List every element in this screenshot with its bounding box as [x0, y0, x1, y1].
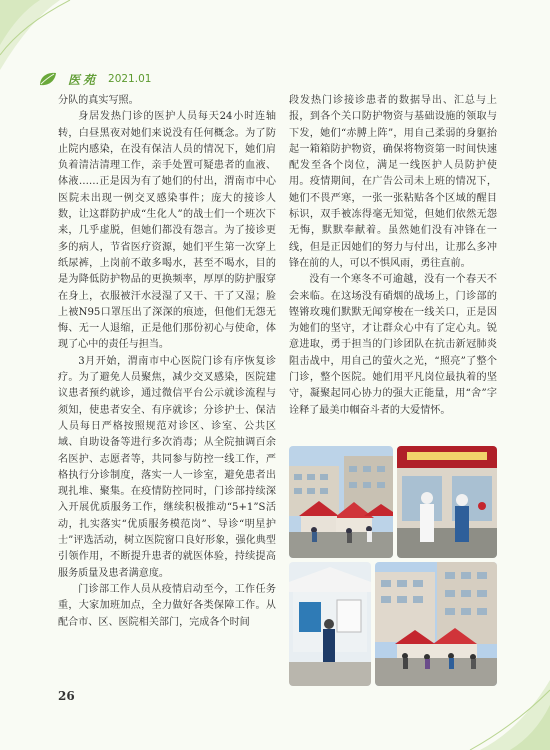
- paragraph: 没有一个寒冬不可逾越，没有一个春天不会来临。在这场没有硝烟的战场上，门诊部的铿锵玫瑰们默默无闻穿梭在一线关口，正是因为她们的坚守，才让群众心中有了定心丸。锐意进取，勇于担当的门诊团队在抗击新冠肺炎阻击战中，用自己的萤火之光，“照亮”了整个门诊，整个医院。她们用平凡岗位最执着的坚守，凝聚起同心协力的强大正能量，用“舍”字诠释了最美巾帼奋斗者的大爱情怀。: [289, 274, 497, 416]
- corner-decoration: [460, 680, 550, 750]
- magazine-header: [38, 70, 151, 88]
- paragraph: 身居发热门诊的医护人员每天24小时连轴转，白昼黑夜对她们来说没有任何概念。为了防止院内感染，在没有保洁人员的情况下，她们肩负着清洁清理工作，亲手处置可疑患者的血液、体液……正是因为有了她们的付出，渭南市中心医院未出现一例交叉感染事件；庞大的接诊人数，让这群防护成“生化人”的战士们一个班次下来，几乎虚脱，但她们都没有怨言。为了接诊更多的病人，节省医疗资源，她们平生第一次穿上纸尿裤，上岗前不敢多喝水，甚至不喝水，目的是为降低防护物品的更换频率，厚厚的防护服穿在身上，衣服被汗水浸湿了又干、干了又湿；脸上被N95口罩压出了深深的痕迹，但他们无怨无悔、无一人退缩，正是他们那份初心与使命，体现了心中的责任与担当。: [58, 111, 276, 351]
- right-text-column: [289, 93, 497, 419]
- photo-entrance-staff: [397, 446, 497, 558]
- photo-triage-tent: [289, 562, 371, 686]
- left-text-column: [58, 93, 276, 631]
- paragraph: 段发热门诊接诊患者的数据导出、汇总与上报，到各个关口防护物资与基础设施的领取与下发，她们“赤膊上阵”，用自己柔弱的身躯抬起一箱箱防护物资，确保将物资第一时间快速配发至各个岗位，满足一线医护人员防护使用。疫情期间，在广告公司未上班的情况下，她们不畏严寒，一张一张粘贴各个区域的醒目标识，双手被冻得毫无知觉，但她们依然无怨无悔，默默奉献着。虽然她们没有冲锋在一线，但是正因她们的努力与付出，让那么多冲锋在前的人，可以不惧风雨，勇往直前。: [289, 95, 497, 269]
- magazine-name: 医苑: [68, 72, 99, 87]
- corner-decoration: [0, 0, 85, 75]
- photo-collage: [289, 446, 497, 686]
- page-number: 26: [58, 689, 75, 703]
- photo-hospital-building: [375, 562, 497, 686]
- paragraph: 分队的真实写照。: [58, 95, 139, 106]
- issue-number: 2021.01: [108, 73, 152, 85]
- green-leaf-icon: [38, 71, 58, 87]
- paragraph: 3月开始，渭南市中心医院门诊有序恢复诊疗。为了避免人员聚焦，减少交叉感染，医院建议患者预约就诊，通过微信平台公示就诊流程与须知，使患者安全、有序就诊；分诊护士、保洁人员每日严格按照规范对诊区、诊室、公共区域、自助设备等进行多次消毒；从全院抽调百余名医护、志愿者等，共同参与防控一线工作，严格执行分诊制度，落实一人一诊室，避免患者出现扎堆、聚集。在疫情防控同时，门诊部持续深入开展优质服务工作，继续积极推动“5+1”S活动，扎实落实“优质服务模范岗”、导诊“明星护士”评选活动，树立医院窗口良好形象，强化典型引领作用，不断提升患者的就医体验，持续提高服务质量及患者满意度。: [58, 355, 276, 579]
- photo-outdoor-tents: [289, 446, 393, 558]
- paragraph: 门诊部工作人员从疫情启动至今，工作任务重，大家加班加点，全力做好各类保障工作。从配合市、区、医院相关部门，完成各个时间: [58, 583, 276, 628]
